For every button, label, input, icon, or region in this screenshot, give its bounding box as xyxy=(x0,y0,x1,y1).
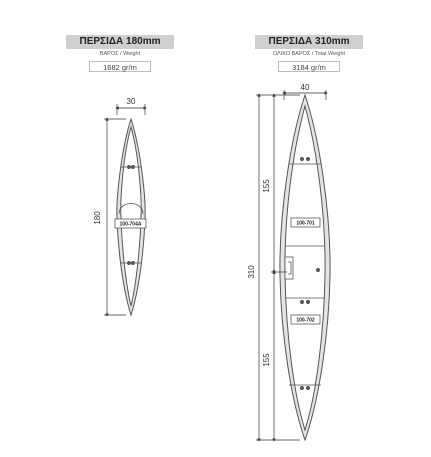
left-profile-title: ΠΕΡΣΙΔΑ 180mm xyxy=(66,35,174,49)
left-profile-shape xyxy=(117,119,145,315)
right-total-height-label: 310 xyxy=(247,265,256,279)
right-part-code-upper: 100-701 xyxy=(296,220,315,227)
right-profile-title: ΠΕΡΣΙΔΑ 310mm xyxy=(255,35,363,49)
right-weight-value: 3184 gr/m xyxy=(278,61,340,72)
left-width-label: 30 xyxy=(126,97,136,106)
right-upper-height-label: 155 xyxy=(262,179,271,193)
left-part-code: 100-704A xyxy=(119,221,142,228)
right-lower-height-label: 155 xyxy=(262,353,271,367)
right-width-label: 40 xyxy=(300,83,310,92)
left-height-label: 180 xyxy=(93,211,102,225)
right-weight-label: ΟΛΙΚΟ ΒΑΡΟΣ / Total Weight xyxy=(272,51,346,57)
left-weight-label: ΒΑΡΟΣ / Weight xyxy=(99,51,141,57)
right-part-code-lower: 100-702 xyxy=(296,317,315,324)
left-weight-value: 1682 gr/m xyxy=(89,61,151,72)
